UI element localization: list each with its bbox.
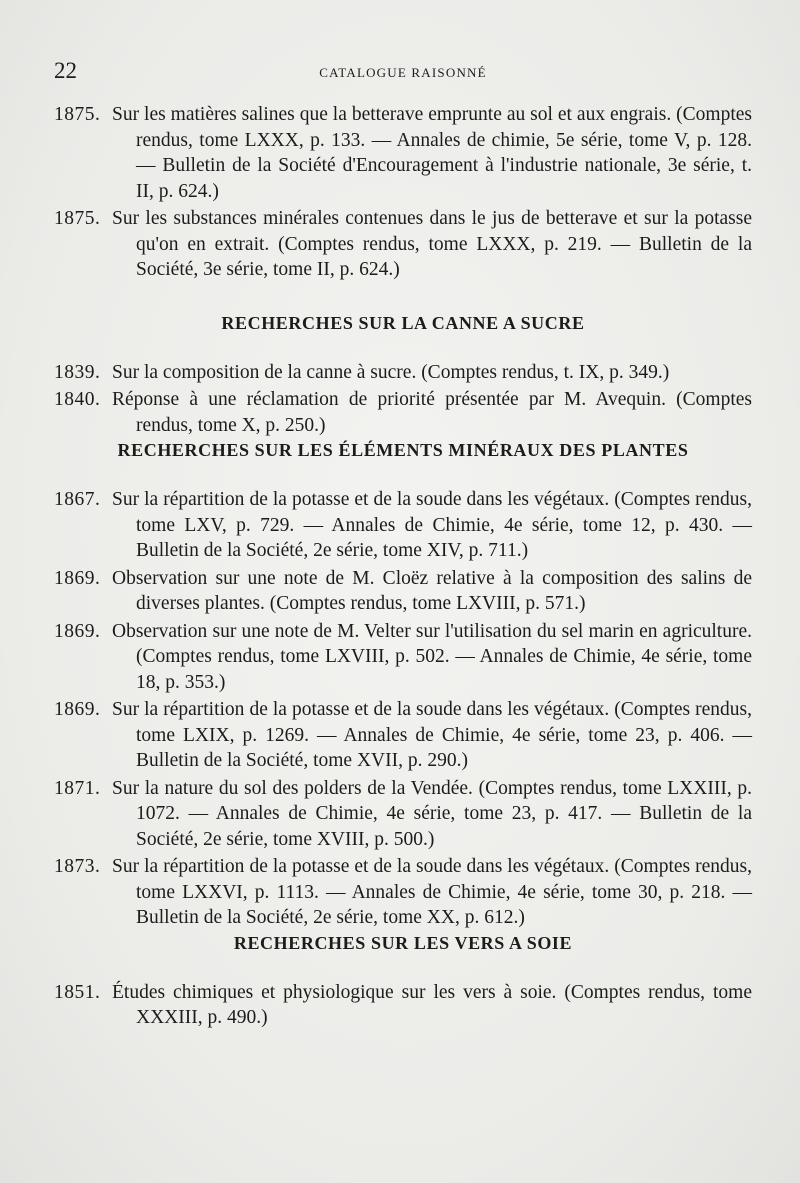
entry-text: Sur les substances minérales contenues dans le jus de betterave et sur la potasse qu'on en extrait. (Comptes rendus, tome LXXX, p. 219. — Bulletin de la Société, 3e série, tome II, p. 624.) [112, 208, 752, 280]
section-heading: RECHERCHES SUR LA CANNE A SUCRE [221, 312, 585, 333]
entry-year: 1839. [54, 361, 101, 383]
entry-year: 1869. [54, 699, 101, 720]
catalogue-entry [54, 102, 752, 204]
page-number: 22 [54, 58, 77, 83]
entry-text: Sur la répartition de la potasse et de la soude dans les végétaux. (Comptes rendus, tome LXIX, p. 1269. — Annales de Chimie, 4e série, tome 23, p. 406. — Bulletin de la Société, tome XVII, p. 290.) [112, 699, 752, 771]
entry-text: Sur la répartition de la potasse et de la soude dans les végétaux. (Comptes rendus, tome LXV, p. 729. — Annales de Chimie, 4e série, tome 12, p. 430. — Bulletin de la Société, 2e série, tome XIV, p. 711.) [112, 489, 752, 561]
catalogue-entry [54, 854, 752, 931]
entry-year: 1867. [54, 489, 101, 510]
section-betterave [54, 102, 752, 283]
entry-text: Sur la composition de la canne à sucre. (Comptes rendus, t. IX, p. 349.) [112, 361, 670, 383]
entry-year: 1875. [54, 208, 101, 229]
section-canne-a-sucre [54, 313, 752, 439]
catalogue-entry [54, 487, 752, 564]
entry-text: Observation sur une note de M. Cloëz relative à la composition des salins de diverses plantes. (Comptes rendus, tome LXVIII, p. 571.) [112, 567, 752, 614]
catalogue-entry [54, 360, 752, 386]
section-heading: RECHERCHES SUR LES VERS A SOIE [233, 932, 573, 953]
catalogue-entry [54, 697, 752, 774]
catalogue-entry [54, 566, 752, 617]
catalogue-entry [54, 776, 752, 853]
catalogue-entry [54, 206, 752, 283]
entry-year: 1869. [54, 567, 101, 589]
entry-text: Observation sur une note de M. Velter sur l'utilisation du sel marin en agriculture. (Comptes rendus, tome LXVIII, p. 502. — Annales de Chimie, 4e série, tome 18, p. 353.) [112, 620, 752, 693]
entry-year: 1875. [54, 104, 101, 125]
section-elements-mineraux [54, 440, 752, 931]
entry-year: 1851. [54, 981, 101, 1003]
entry-year: 1873. [54, 856, 101, 877]
section-heading: RECHERCHES SUR LES ÉLÉMENTS MINÉRAUX DES PLANTES [117, 440, 689, 460]
entry-year: 1871. [54, 777, 101, 799]
entry-text: Études chimiques et physiologique sur les vers à soie. (Comptes rendus, tome XXXIII, p. 490.) [112, 981, 752, 1028]
entry-year: 1840. [54, 389, 101, 410]
running-title: CATALOGUE RAISONNÉ [319, 65, 487, 80]
catalogue-entry [54, 619, 752, 696]
entry-text: Sur les matières salines que la betterave emprunte au sol et aux engrais. (Comptes rendus, tome LXXX, p. 133. — Annales de chimie, 5e série, tome V, p. 128. — Bulletin de la Société d'Encouragement à l'industrie nationale, 3e série, t. II, p. 624.) [112, 104, 752, 202]
entry-text: Sur la répartition de la potasse et de la soude dans les végétaux. (Comptes rendus, tome LXXVI, p. 1113. — Annales de Chimie, 4e série, tome 30, p. 218. — Bulletin de la Société, 2e série, tome XX, p. 612.) [112, 856, 752, 928]
page-header [54, 58, 752, 90]
catalogue-entry [54, 980, 752, 1031]
entry-text: Sur la nature du sol des polders de la Vendée. (Comptes rendus, tome LXXIII, p. 1072. — Annales de Chimie, 4e série, tome 23, p. 417. — Bulletin de la Société, 2e série, tome XVIII, p. 500.) [112, 777, 752, 850]
entry-year: 1869. [54, 620, 101, 642]
section-vers-a-soie [54, 933, 752, 1031]
catalogue-content [54, 102, 752, 1033]
catalogue-entry [54, 387, 752, 438]
entry-text: Réponse à une réclamation de priorité présentée par M. Avequin. (Comptes rendus, tome X, p. 250.) [112, 389, 752, 436]
